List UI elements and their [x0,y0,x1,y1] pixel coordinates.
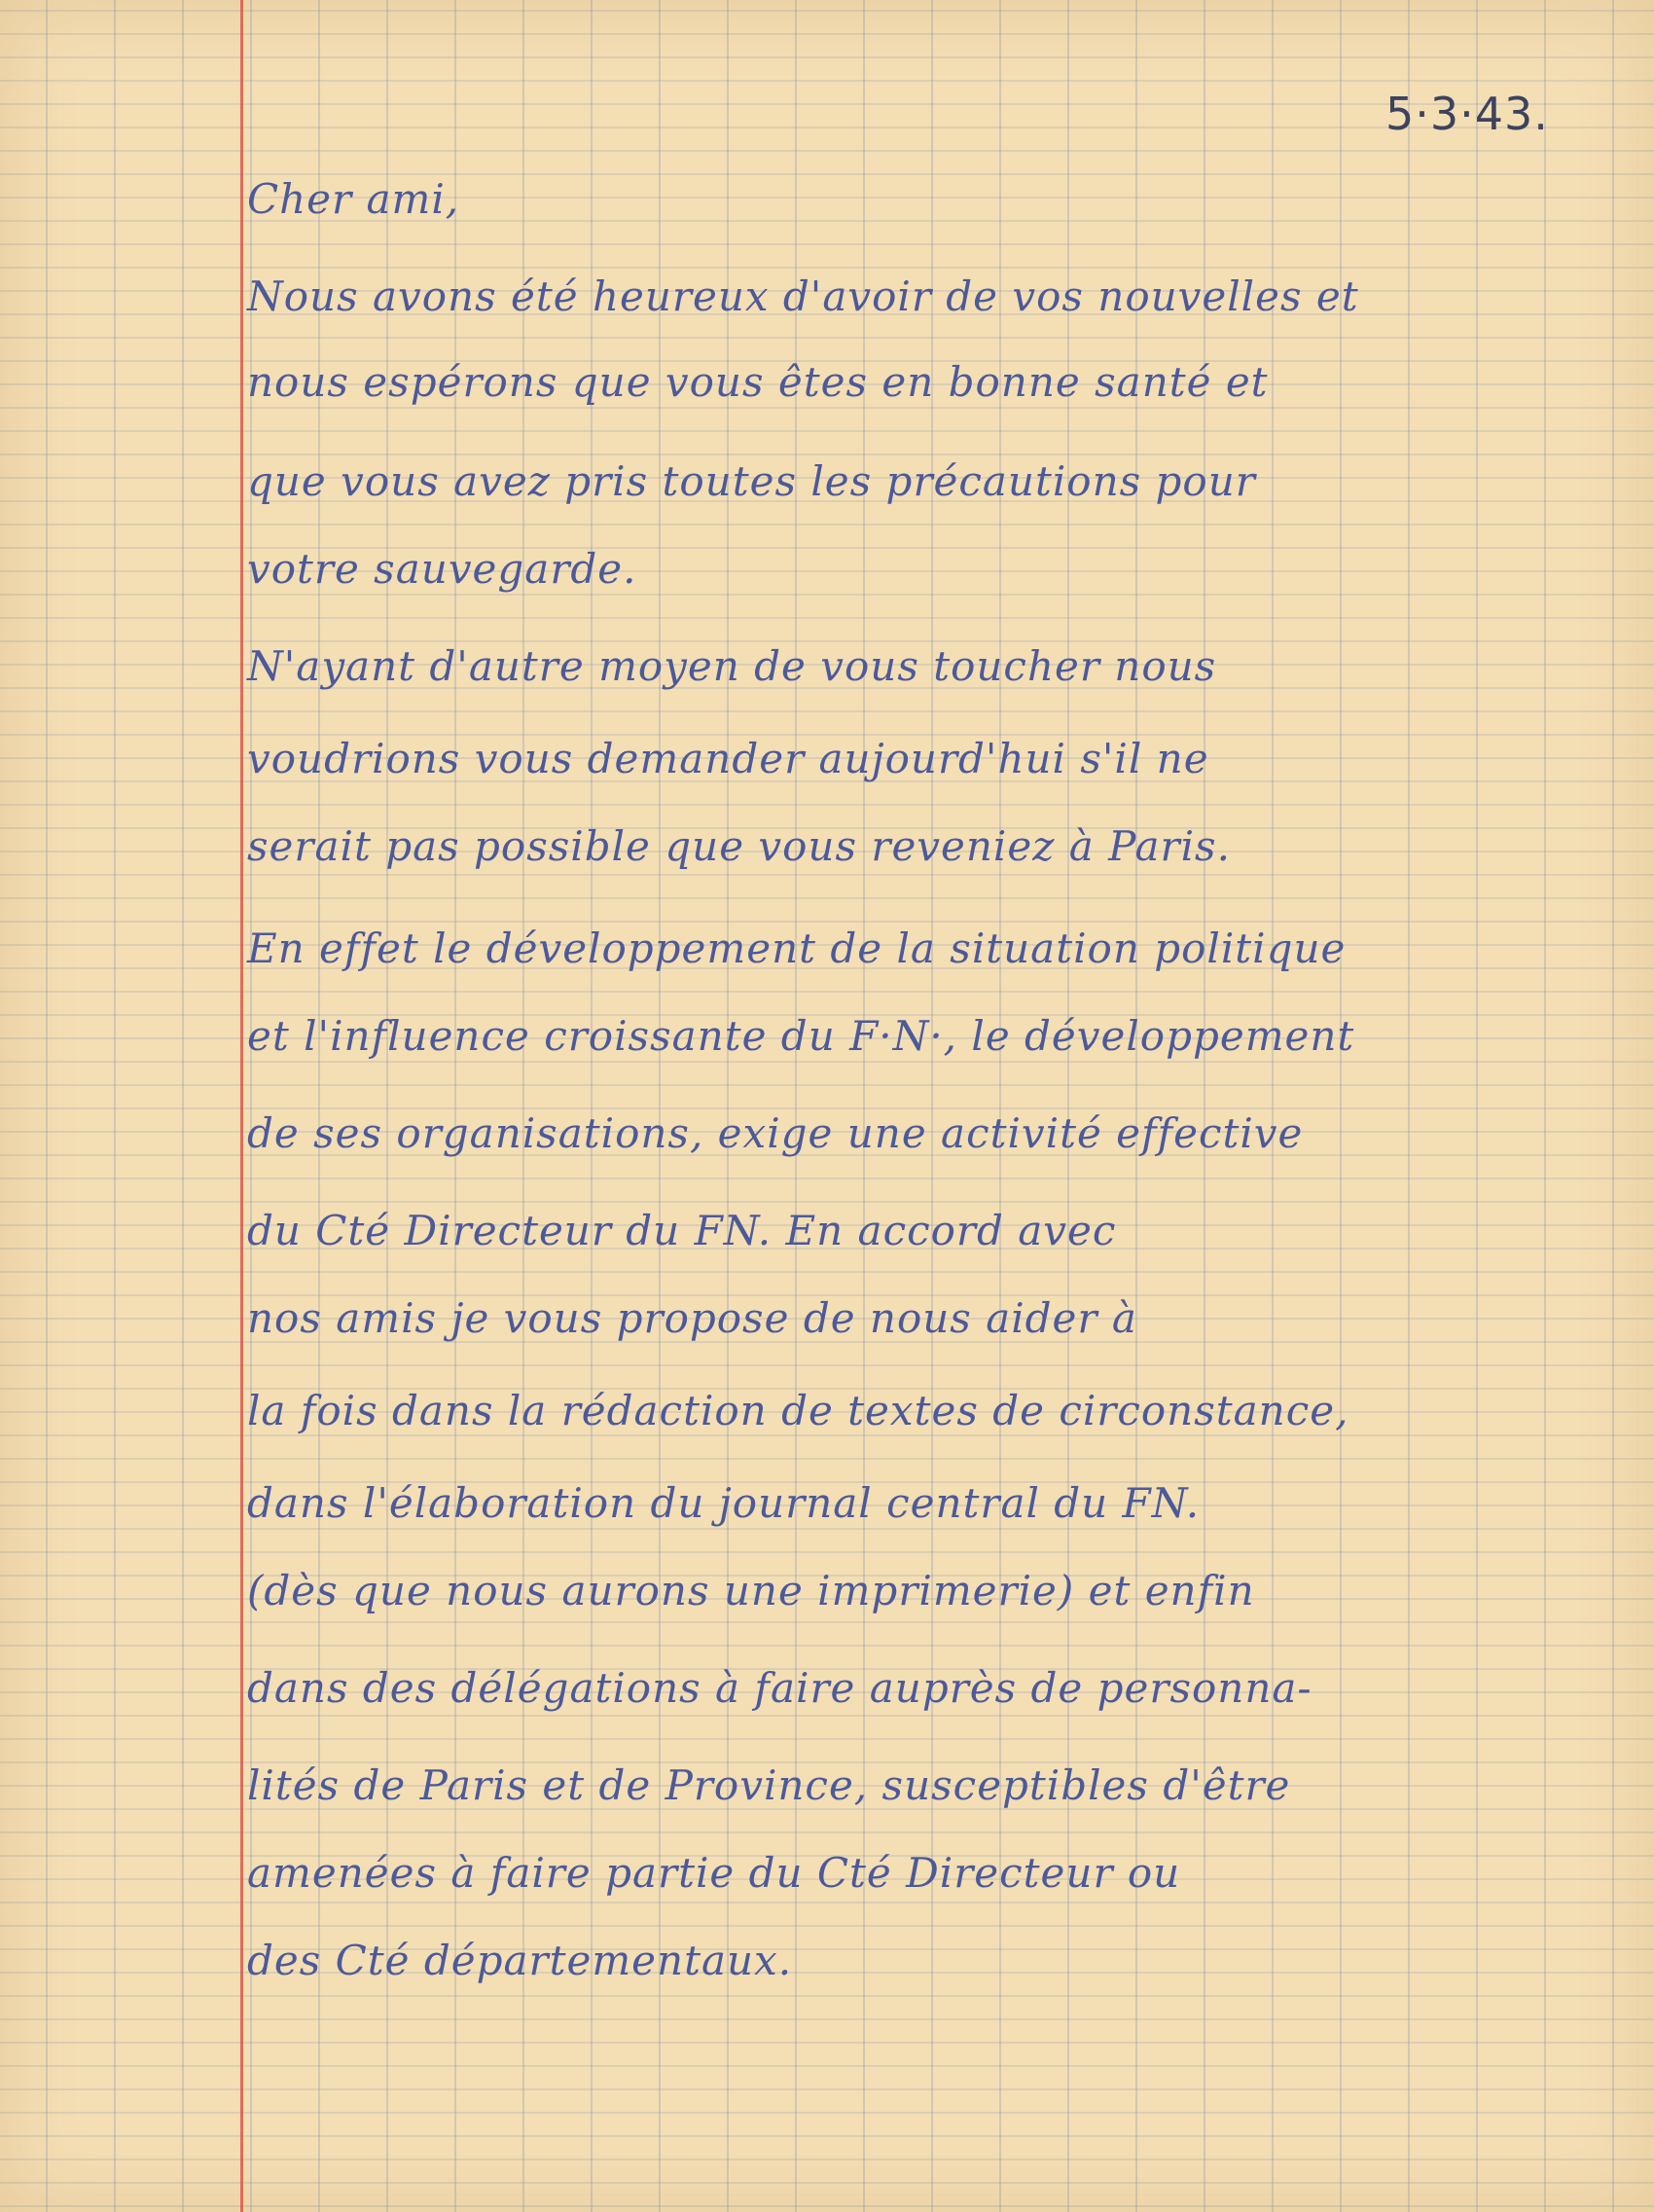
letter-line-14: dans l'élaboration du journal central du FN. [247,1479,1201,1527]
letter-line-15: (dès que nous aurons une imprimerie) et enfin [247,1567,1255,1614]
letter-line-9: et l'influence croissante du F·N·, le développement [247,1012,1355,1060]
letter-line-16: dans des délégations à faire auprès de personna- [247,1664,1312,1712]
letter-line-1: Nous avons été heureux d'avoir de vos nouvelles et [247,272,1359,320]
handwritten-letter [247,0,1609,2212]
letter-line-17: lités de Paris et de Province, susceptibles d'être [247,1761,1291,1809]
letter-line-8: En effet le développement de la situation politique [247,925,1347,972]
red-margin-line [240,0,243,2212]
letter-line-19: des Cté départementaux. [247,1937,793,1984]
letter-line-4: votre sauvegarde. [247,545,637,593]
letter-line-13: la fois dans la rédaction de textes de circonstance, [247,1387,1349,1434]
letter-line-5: N'ayant d'autre moyen de vous toucher nous [247,642,1217,690]
letter-line-3: que vous avez pris toutes les précautions pour [247,457,1256,505]
letter-line-7: serait pas possible que vous reveniez à Paris. [247,822,1231,870]
letter-line-11: du Cté Directeur du FN. En accord avec [247,1207,1117,1254]
salutation: Cher ami, [247,175,460,223]
letter-line-18: amenées à faire partie du Cté Directeur ou [247,1849,1181,1897]
letter-line-12: nos amis je vous propose de nous aider à [247,1294,1137,1342]
letter-line-10: de ses organisations, exige une activité effective [247,1109,1304,1157]
letter-line-6: voudrions vous demander aujourd'hui s'il ne [247,735,1209,782]
letter-date: 5·3·43. [1385,88,1549,140]
letter-line-2: nous espérons que vous êtes en bonne santé et [247,358,1269,406]
